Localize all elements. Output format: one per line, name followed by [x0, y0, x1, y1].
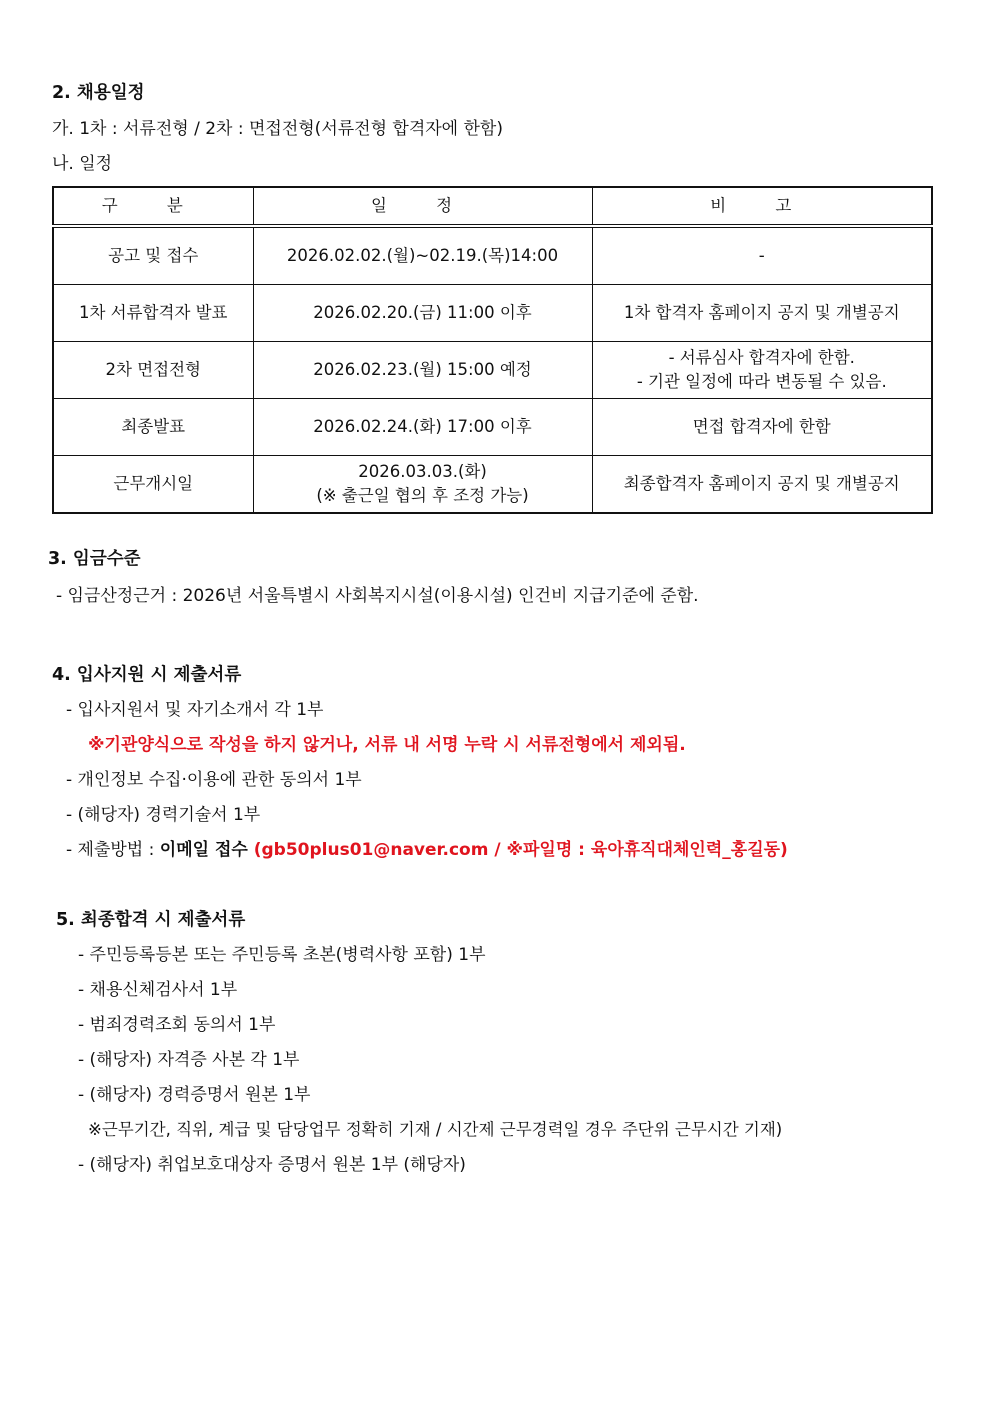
section4-item-application: - 입사지원서 및 자기소개서 각 1부: [66, 700, 324, 720]
section3-line: - 임금산정근거 : 2026년 서울특별시 사회복지시설(이용시설) 인건비 지급기준에 준함.: [56, 586, 699, 606]
section5-item: - (해당자) 경력증명서 원본 1부: [78, 1085, 311, 1105]
section2-heading: 2. 채용일정: [52, 83, 145, 103]
row-schedule: [253, 399, 592, 456]
table-row: [53, 342, 932, 399]
row-schedule-text: 2026.02.20.(금) 11:00 이후: [313, 303, 532, 322]
method-email: 이메일 접수: [159, 840, 248, 860]
table-row: [53, 285, 932, 342]
table-row: [53, 456, 932, 514]
row-note-text: 면접 합격자에 한함: [692, 417, 831, 436]
section5-item: - (해당자) 자격증 사본 각 1부: [78, 1050, 300, 1070]
row-schedule: [253, 285, 592, 342]
section5-note: ※근무기간, 직위, 계급 및 담당업무 정확히 기재 / 시간제 근무경력일 경우 주단위 근무시간 기재): [88, 1120, 783, 1139]
section3-heading: 3. 임금수준: [48, 549, 141, 569]
row-note-text: 최종합격자 홈페이지 공지 및 개별공지: [623, 474, 900, 493]
row-schedule: [253, 342, 592, 399]
section4-heading: 4. 입사지원 시 제출서류: [52, 665, 242, 685]
row-category: 1차 서류합격자 발표: [53, 285, 253, 342]
table-row: [53, 399, 932, 456]
row-note-text: 1차 합격자 홈페이지 공지 및 개별공지: [623, 303, 900, 322]
schedule-table: [52, 186, 933, 514]
section4-item-career: - (해당자) 경력기술서 1부: [66, 805, 261, 825]
row-category: 공고 및 접수: [53, 226, 253, 285]
row-schedule: [253, 226, 592, 285]
section5-heading: 5. 최종합격 시 제출서류: [56, 910, 246, 930]
section2-line-ga: 가. 1차 : 서류전형 / 2차 : 면접전형(서류전형 합격자에 한함): [52, 119, 503, 139]
section5-item: - 범죄경력조회 동의서 1부: [78, 1015, 276, 1035]
section4-warning: ※기관양식으로 작성을 하지 않거나, 서류 내 서명 누락 시 서류전형에서 제외됨.: [88, 735, 686, 755]
section4-item-consent: - 개인정보 수집·이용에 관한 동의서 1부: [66, 770, 362, 790]
row-category: 2차 면접전형: [53, 342, 253, 399]
header-note: 비 고: [592, 187, 932, 226]
section5-item: - (해당자) 취업보호대상자 증명서 원본 1부 (해당자): [78, 1155, 466, 1175]
row-schedule-text: 2026.02.24.(화) 17:00 이후: [313, 417, 532, 436]
row-schedule-text: 2026.02.02.(월)~02.19.(목)14:00: [286, 246, 559, 265]
section2-line-na: 나. 일정: [52, 154, 113, 174]
row-category: 근무개시일: [53, 456, 253, 514]
section5-item: - 채용신체검사서 1부: [78, 980, 238, 1000]
row-note: [592, 226, 932, 285]
section4-method: [66, 839, 788, 861]
row-note-text: - 기관 일정에 따라 변동될 수 있음.: [636, 372, 887, 391]
section5-item: - 주민등록등본 또는 주민등록 초본(병력사항 포함) 1부: [78, 945, 486, 965]
header-category: 구 분: [53, 187, 253, 226]
row-schedule-text: 2026.03.03.(화): [358, 462, 487, 481]
table-header-row: [53, 187, 932, 226]
header-schedule: 일 정: [253, 187, 592, 226]
method-prefix: - 제출방법 :: [66, 840, 160, 860]
row-note-text: - 서류심사 합격자에 한함.: [668, 348, 855, 367]
row-note: [592, 399, 932, 456]
row-note: [592, 456, 932, 514]
row-note: [592, 342, 932, 399]
row-note-text: -: [758, 246, 765, 265]
table-row: [53, 226, 932, 285]
row-schedule: [253, 456, 592, 514]
row-note: [592, 285, 932, 342]
method-email-detail: (gb50plus01@naver.com / ※파일명 : 육아휴직대체인력_홍길동): [247, 840, 788, 860]
row-schedule-text: (※ 출근일 협의 후 조정 가능): [316, 486, 529, 505]
row-schedule-text: 2026.02.23.(월) 15:00 예정: [313, 360, 532, 379]
row-category: 최종발표: [53, 399, 253, 456]
